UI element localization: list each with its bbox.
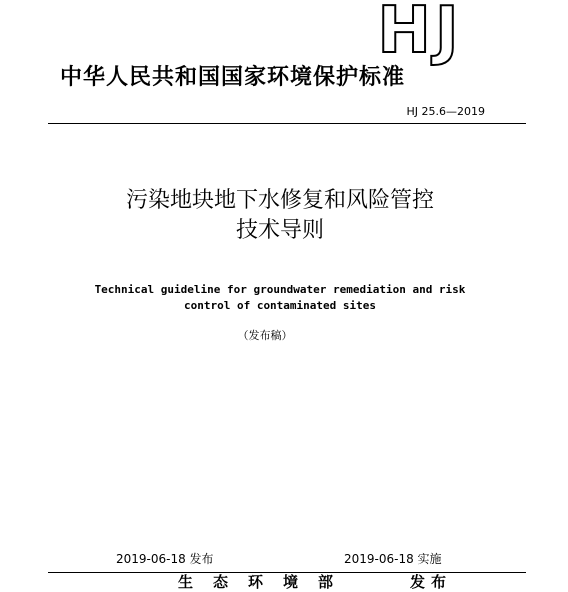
chinese-title-line-1: 污染地块地下水修复和风险管控 — [125, 188, 434, 213]
chinese-title — [80, 186, 480, 246]
document-status: （发布稿） — [237, 329, 293, 342]
issuing-authority: 生态环境部 — [178, 573, 354, 591]
hj-logo: HJ — [377, 0, 463, 68]
english-title-line-1: Technical guideline for groundwater remediation and risk — [94, 283, 466, 296]
english-title-line-2: control of contaminated sites — [183, 299, 377, 312]
standard-category: 中华人民共和国国家环境保护标准 — [60, 65, 406, 90]
implementation-date: 2019-06-18 实施 — [344, 552, 442, 566]
issue-date: 2019-06-18 发布 — [116, 552, 214, 566]
standard-number: HJ 25.6—2019 — [406, 105, 485, 118]
english-title — [70, 282, 490, 314]
issuing-authority-suffix: 发布 — [410, 573, 453, 591]
top-divider — [48, 123, 526, 124]
chinese-title-line-2: 技术导则 — [235, 218, 324, 243]
